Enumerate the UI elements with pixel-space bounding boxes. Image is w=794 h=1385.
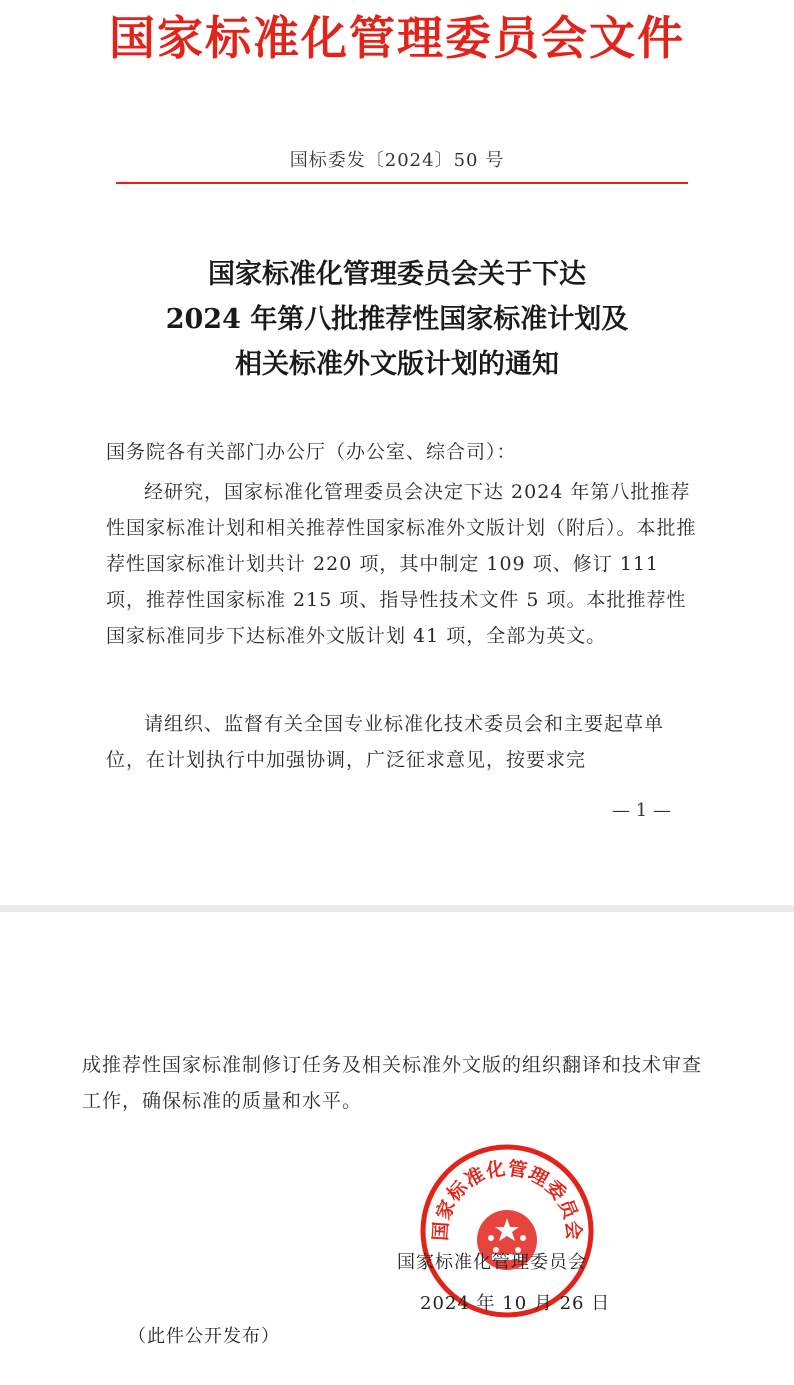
page-number: — 1 — — [612, 800, 671, 821]
document-page-2 — [0, 912, 794, 1385]
notice-title — [0, 252, 794, 387]
public-release-note: （此件公开发布） — [128, 1326, 280, 1347]
notice-title-line: 国家标准化管理委员会关于下达 — [208, 259, 586, 290]
body-paragraph-2-continued: 成推荐性国家标准制修订任务及相关标准外文版的组织翻译和技术审查工作，确保标准的质量和水平。 — [82, 1054, 703, 1112]
red-divider — [116, 182, 688, 184]
paragraph-text: 请组织、监督有关全国专业标准化技术委员会和主要起草单位，在计划执行中加强协调，广泛征求意见，按要求完 — [106, 713, 665, 771]
notice-title-line: 2024 年第八批推荐性国家标准计划及 — [165, 304, 629, 335]
body-paragraph-1 — [106, 474, 702, 654]
signer-name: 国家标准化管理委员会 — [397, 1252, 587, 1273]
addressee: 国务院各有关部门办公厅（办公室、综合司）： — [106, 441, 517, 463]
issuer-title: 国家标准化管理委员会文件 — [109, 11, 685, 65]
document-number: 国标委发〔2024〕50 号 — [289, 150, 505, 171]
notice-title-line: 相关标准外文版计划的通知 — [235, 349, 559, 380]
seal-text: 国家标准化管理委员会 — [429, 1157, 585, 1242]
body-paragraph-2 — [106, 706, 702, 778]
signature-date: 2024 年 10 月 26 日 — [420, 1293, 611, 1314]
paragraph-text: 经研究，国家标准化管理委员会决定下达 2024 年第八批推荐性国家标准计划和相关推荐性国家标准外文版计划（附后）。本批推荐性国家标准计划共计 220 项，其中制定 109 项、修订 111 项，推荐性国家标准 215 项、指导性技术文件 5 项。本批推荐性国家标准同步下达标准外文版计划 41 项，全部为英文。 — [106, 481, 697, 647]
